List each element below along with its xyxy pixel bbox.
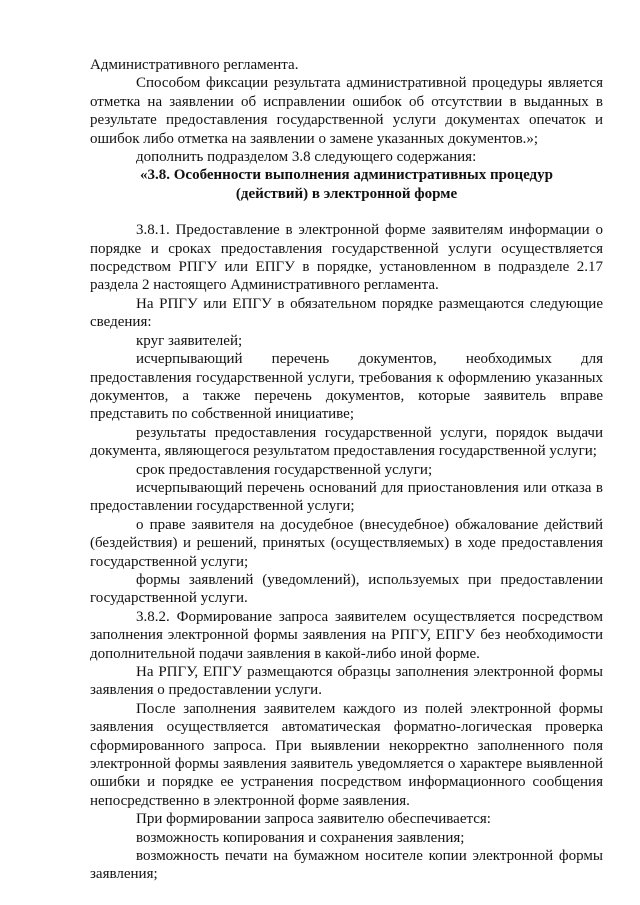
paragraph-add-subsection: дополнить подразделом 3.8 следующего содержания: — [136, 149, 477, 166]
list-item-results: результаты предоставления государственной услуги, порядок выдачи документа, являющегося результатом предоставления государственной услуги; — [90, 424, 603, 460]
paragraph-3-8-2: 3.8.2. Формирование запроса заявителем осуществляется посредством заполнения электронной формы заявления на РПГУ, ЕПГУ без необходимости дополнительной подачи заявления в какой-либо иной форме. — [90, 608, 603, 662]
paragraph-3-8-1: 3.8.1. Предоставление в электронной форме заявителям информации о порядке и сроках предоставления государственной услуги осуществляется посредством РПГУ или ЕПГУ в порядке, установленном в подразделе 2.17 раздела 2 настоящего Административного регламента. — [90, 222, 603, 294]
paragraph-fixation-method: Способом фиксации результата административной процедуры является отметка на заявлении об исправлении ошибок об отсутствии в выданных в результате предоставления государственной услуги документах опечаток и ошибок либо отметка на заявлении о замене указанных документов.»; — [90, 75, 603, 147]
document-page — [90, 56, 603, 884]
section-heading: «3.8. Особенности выполнения административных процедур (действий) в электронной форме — [140, 167, 553, 202]
list-item-term: срок предоставления государственной услуги; — [136, 461, 433, 478]
list-item-applicants: круг заявителей; — [136, 332, 243, 349]
list-item-forms: формы заявлений (уведомлений), используемых при предоставлении государственной услуги. — [90, 571, 603, 607]
list-item-print: возможность печати на бумажном носителе копии электронной формы заявления; — [90, 848, 603, 883]
paragraph-continuation: Административного регламента. — [90, 57, 299, 73]
heading-spacer — [90, 203, 603, 221]
paragraph-info-list-intro: На РПГУ или ЕПГУ в обязательном порядке размещаются следующие сведения: — [90, 295, 603, 331]
list-item-copy-save: возможность копирования и сохранения заявления; — [136, 829, 465, 846]
list-item-refusal-grounds: исчерпывающий перечень оснований для приостановления или отказа в предоставлении государственной услуги; — [90, 479, 603, 515]
list-item-appeal-right: о праве заявителя на досудебное (внесудебное) обжалование действий (бездействия) и решений, принятых (осуществляемых) в ходе предоставления государственной услуги; — [90, 516, 603, 570]
list-item-documents: исчерпывающий перечень документов, необходимых для предоставления государственной услуги, требования к оформлению указанных документов, а также перечень документов, которые заявитель вправе представить по собственной инициативе; — [90, 351, 603, 423]
paragraph-provided-intro: При формировании запроса заявителю обеспечивается: — [136, 811, 491, 828]
paragraph-samples: На РПГУ, ЕПГУ размещаются образцы заполнения электронной формы заявления о предоставлении услуги. — [90, 664, 603, 699]
paragraph-validation: После заполнения заявителем каждого из полей электронной формы заявления осуществляется автоматическая форматно-логическая проверка сформированного запроса. При выявлении некорректно заполненного поля электронной формы заявления заявитель уведомляется о характере выявленной ошибки и порядке ее устранения посредством информационного сообщения непосредственно в электронной форме заявления. — [90, 700, 603, 809]
